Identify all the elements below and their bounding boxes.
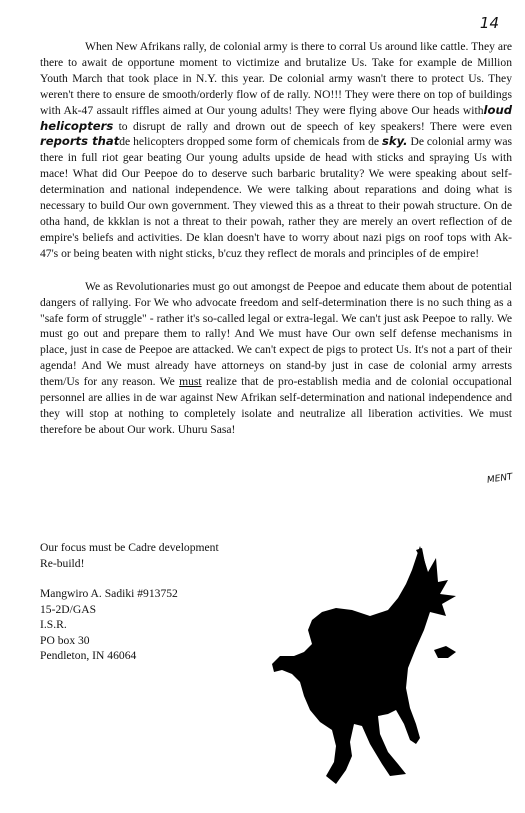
letter-footer: [40, 540, 219, 664]
handwritten-insert-1: loud helicopters: [40, 102, 512, 133]
paragraph-1-text-d: De colonial army was there in full riot gear beating Our young adults upside de head with sticks and spraying Us with mace! What did Our Peepoe do to deserve such barbaric brutality? We were speaking about self-determination and national independence. We were talking about reparations and doing what is necessary to build Our own government. They viewed this as a threat to their powah structure. On de otha hand, de kkklan is not a threat to their powah, rather they are merely an overt reflection of de empire's beliefs and activities. De klan doesn't have to worry about nazi pigs on roof tops with Ak-47's or being beaten with night sticks, b'cuz they reflect de morals and principles of de empire!: [40, 135, 512, 260]
margin-annotation: MENT: [486, 472, 514, 486]
letter-body: [40, 39, 512, 455]
closing-line-1: Our focus must be Cadre development: [40, 541, 219, 554]
paragraph-2: [40, 279, 512, 438]
signature-city: Pendleton, IN 46064: [40, 649, 137, 662]
paragraph-1-text-b: to disrupt de rally and drown out de speech of key speakers! There were even: [113, 119, 512, 133]
signature-unit: 15-2D/GAS: [40, 602, 97, 616]
signature-po-box: PO box 30: [40, 633, 90, 647]
paragraph-1-text-c: de helicopters dropped some form of chemicals from de: [119, 135, 382, 149]
page-number: 14: [479, 14, 499, 32]
paragraph-2-text-b: realize that de pro-establish media and de colonial occupational personnel are allies in de war against New Afrikan self-determination and national independence and they will stop at nothing to completely isolate and neutralize all liberation activities. We must therefore be about Our work. Uhuru Sasa!: [40, 375, 512, 436]
handwritten-insert-2: reports that: [40, 134, 120, 149]
paragraph-1: [40, 39, 512, 262]
paragraph-2-text-a: We as Revolutionaries must go out amongst de Peepoe and educate them about de potential dangers of rallying. For We who advocate freedom and self-determination there is no such thing as a "safe form of struggle" - rather it's so-called legal or extra-legal. We can't just ask Peepoe to rally. We must go out and prepare them to rally! And We must have Our own self defense mechanisms in place, just in case de Peepoe are attacked. We can't expect de pigs to protect Us. It's not a part of their agenda! And We must already have attorneys on stand-by just in case de colonial army arrests them/Us for any reason. We: [40, 279, 512, 389]
black-panther-illustration: [270, 538, 482, 792]
closing-line-2: Re-build!: [40, 556, 85, 570]
signature-facility: I.S.R.: [40, 618, 67, 631]
signature-name: Mangwiro A. Sadiki #913752: [40, 587, 178, 600]
underlined-must: must: [179, 375, 202, 389]
paragraph-1-text-a: When New Afrikans rally, de colonial army is there to corral Us around like cattle. They are there to await de opportune moment to victimize and brutalize Us. Take for example de Million Youth March that took place in N.Y. this year. De colonial army wasn't there to protect Us. They weren't there to ensure de smooth/orderly flow of de rally. NO!!! They were there on top of buildings with Ak-47 assault riffles aimed at Our young adults! They were flying above Our heads with: [40, 40, 512, 117]
handwritten-insert-3: sky.: [382, 134, 408, 149]
